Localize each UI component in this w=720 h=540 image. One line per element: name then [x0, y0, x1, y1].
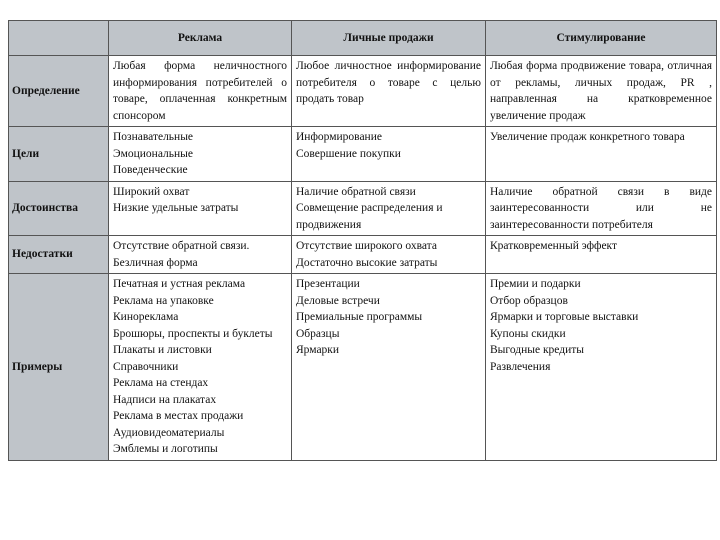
list-item: Надписи на плакатах	[113, 393, 217, 406]
list-item: Достаточно высокие затраты	[296, 256, 438, 269]
row-goals	[9, 127, 717, 182]
row-advantages	[9, 181, 717, 236]
list-item: Совершение покупки	[296, 147, 401, 160]
list-item: Реклама на упаковке	[113, 294, 214, 307]
list-item: Премиальные программы	[296, 311, 423, 323]
comparison-table	[8, 20, 717, 461]
list-item: Образцы	[296, 327, 340, 340]
cell-definition-advertising: Любая форма неличностного информирования потребителей о товаре, оплаченная конкретным спонсором	[109, 56, 292, 127]
cell-advantages-advertising	[109, 181, 292, 236]
cell-examples-promotion	[486, 274, 717, 461]
list-item: Купоны скидки	[490, 327, 566, 340]
cell-examples-advertising	[109, 274, 292, 461]
cell-goals-personal-sales	[292, 127, 486, 182]
header-advertising: Реклама	[109, 21, 292, 56]
row-label-definition: Определение	[9, 56, 109, 127]
cell-definition-personal-sales: Любое личностное информирование потребителя о товаре с целью продать товар	[292, 56, 486, 127]
cell-advantages-promotion: Наличие обратной связи в виде заинтересованности или не заинтересованности потребителя	[486, 181, 717, 236]
row-examples	[9, 274, 717, 461]
list-item: Познавательные	[113, 131, 194, 143]
row-label-advantages: Достоинства	[9, 181, 109, 236]
cell-advantages-personal-sales	[292, 181, 486, 236]
list-item: Эмблемы и логотипы	[113, 443, 218, 455]
cell-definition-promotion: Любая форма продвижение товара, отличная от рекламы, личных продаж, PR , направленная на кратковременное увеличение продаж	[486, 56, 717, 127]
cell-goals-promotion: Увеличение продаж конкретного товара	[486, 127, 717, 182]
row-label-goals: Цели	[9, 127, 109, 182]
list-item: Деловые встречи	[296, 294, 380, 307]
cell-goals-advertising	[109, 127, 292, 182]
list-item: Отбор образцов	[490, 294, 568, 307]
list-item: Отсутствие обратной связи.	[113, 240, 250, 252]
list-item: Совмещение распределения и продвижения	[296, 202, 443, 231]
header-corner	[9, 21, 109, 56]
list-item: Плакаты и листовки	[113, 344, 212, 356]
row-label-disadvantages: Недостатки	[9, 236, 109, 274]
cell-examples-personal-sales	[292, 274, 486, 461]
list-item: Поведенческие	[113, 164, 188, 176]
header-promotion: Стимулирование	[486, 21, 717, 56]
list-item: Печатная и устная реклама	[113, 278, 246, 290]
list-item: Реклама в местах продажи	[113, 410, 244, 422]
list-item: Аудиовидеоматериалы	[113, 426, 225, 439]
list-item: Выгодные кредиты	[490, 344, 585, 356]
list-item: Реклама на стендах	[113, 377, 209, 389]
list-item: Презентации	[296, 278, 360, 290]
cell-disadvantages-personal-sales	[292, 236, 486, 274]
list-item: Низкие удельные затраты	[113, 202, 239, 214]
list-item: Кинореклама	[113, 311, 179, 323]
list-item: Брошюры, проспекты и буклеты	[113, 327, 273, 340]
row-disadvantages	[9, 236, 717, 274]
list-item: Безличная форма	[113, 256, 198, 269]
header-row	[9, 21, 717, 56]
list-item: Эмоциональные	[113, 147, 194, 160]
row-label-examples: Примеры	[9, 274, 109, 461]
list-item: Премии и подарки	[490, 278, 581, 290]
list-item: Развлечения	[490, 360, 551, 373]
list-item: Информирование	[296, 131, 382, 143]
list-item: Наличие обратной связи	[296, 185, 416, 198]
list-item: Ярмарки	[296, 344, 340, 356]
list-item: Отсутствие широкого охвата	[296, 240, 437, 252]
cell-disadvantages-promotion: Кратковременный эффект	[486, 236, 717, 274]
cell-disadvantages-advertising	[109, 236, 292, 274]
header-personal-sales: Личные продажи	[292, 21, 486, 56]
list-item: Ярмарки и торговые выставки	[490, 311, 639, 323]
list-item: Широкий охват	[113, 185, 190, 198]
row-definition	[9, 56, 717, 127]
list-item: Справочники	[113, 360, 179, 373]
